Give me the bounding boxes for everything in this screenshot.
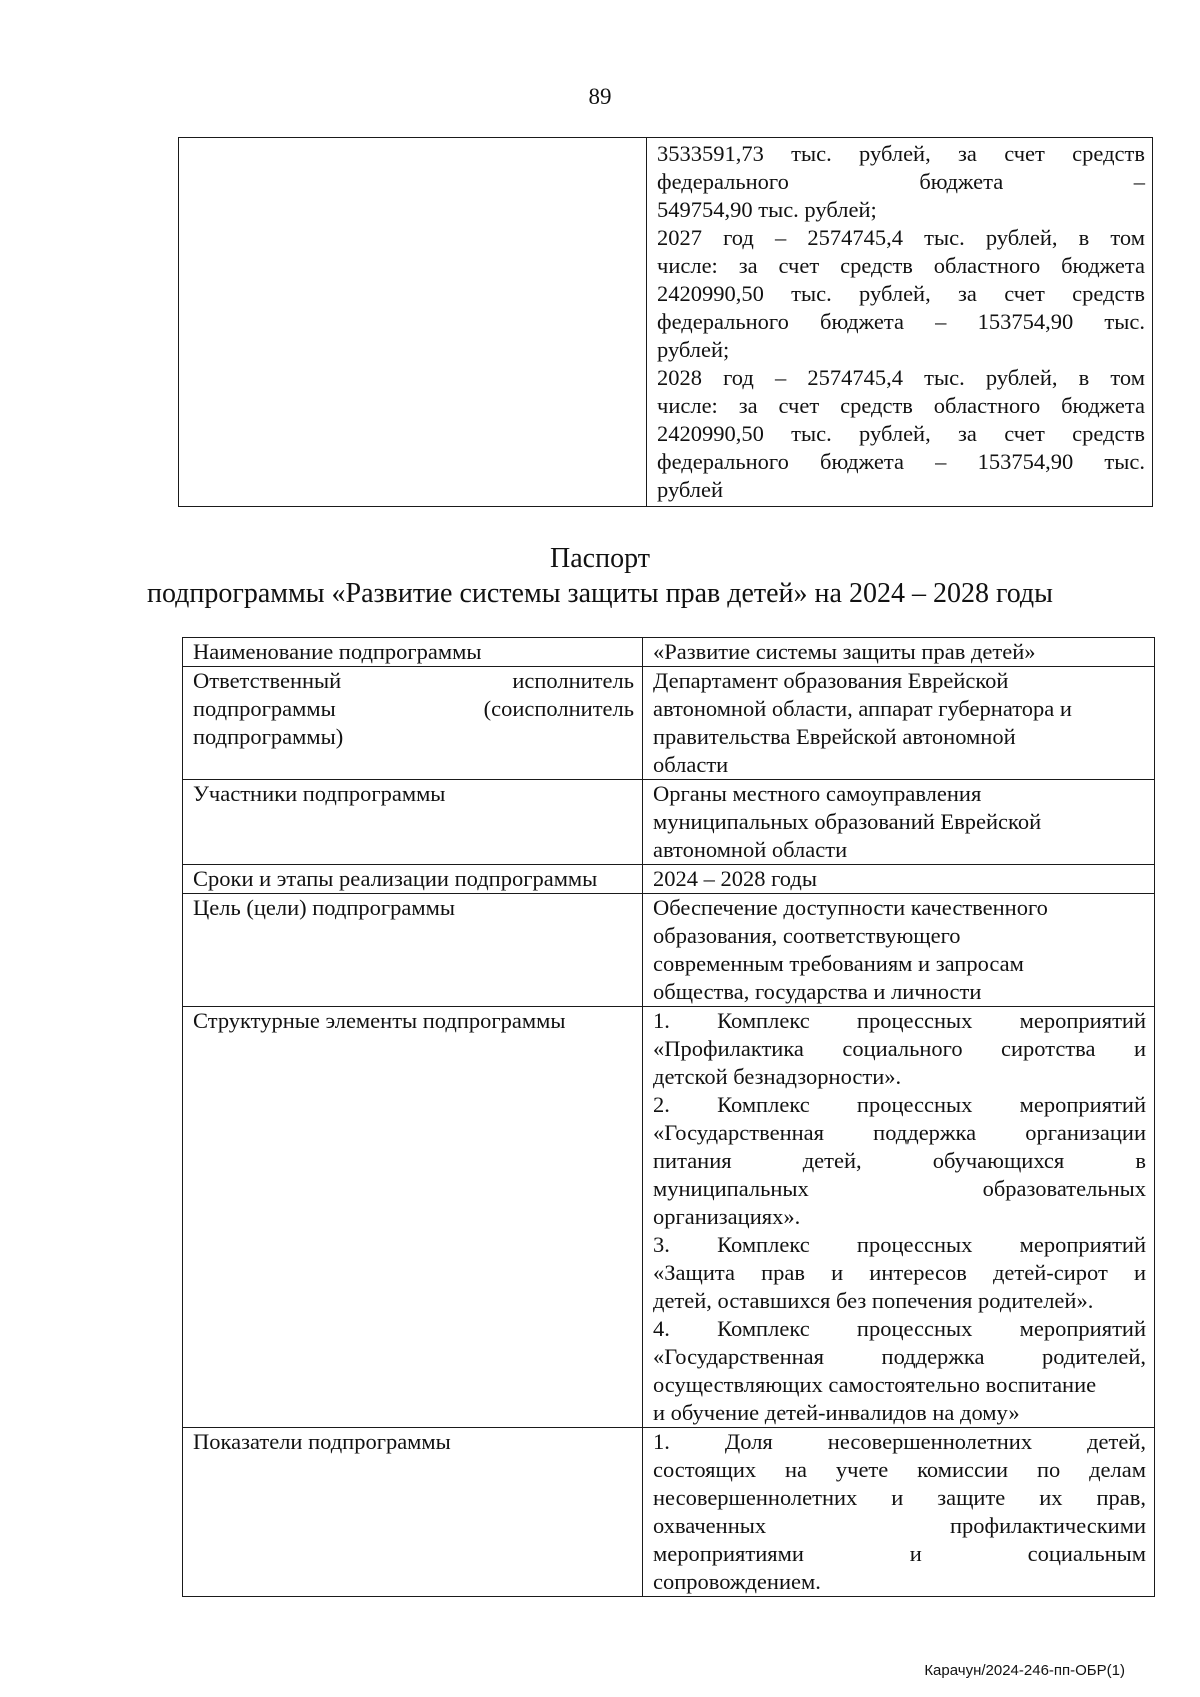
value-line: муниципальных образовательных (653, 1176, 1146, 1201)
row-value-cell (643, 780, 1155, 865)
value-line: Обеспечение доступности качественного (653, 895, 1048, 920)
value-line: 2. Комплекс процессных мероприятий (653, 1092, 1146, 1117)
text-line: 2420990,50 тыс. рублей, за счет средств (657, 281, 1145, 306)
value-line: Департамент образования Еврейской (653, 668, 1009, 693)
passport-subtitle: подпрограммы «Развитие системы защиты прав детей» на 2024 – 2028 годы (146, 578, 1053, 609)
text-line: числе: за счет средств областного бюджета (657, 253, 1145, 278)
document-code: Карачун/2024-246-пп-ОБР(1) (924, 1662, 1125, 1679)
value-line: несовершеннолетних и защите их прав, (653, 1485, 1146, 1510)
row-label-cell (183, 1428, 643, 1597)
value-line: сопровождением. (653, 1569, 821, 1594)
value-line: 2024 – 2028 годы (653, 866, 817, 891)
value-line: 1. Доля несовершеннолетних детей, (653, 1429, 1146, 1454)
row-label-cell (183, 780, 643, 865)
passport-title: Паспорт (550, 543, 650, 574)
value-line: области (653, 752, 729, 777)
text-line: федерального бюджета – 153754,90 тыс. (657, 309, 1145, 334)
label-line: подпрограммы) (193, 724, 344, 749)
funding-text-cell (647, 138, 1153, 507)
value-line: «Государственная поддержка родителей, (653, 1344, 1146, 1369)
row-value-cell (643, 865, 1155, 894)
label-line: Наименование подпрограммы (193, 639, 482, 664)
table-row (183, 638, 1155, 667)
row-value-cell (643, 1007, 1155, 1428)
table-row (183, 780, 1155, 865)
value-line: современным требованиям и запросам (653, 951, 1024, 976)
page-number: 89 (588, 84, 612, 109)
value-line: автономной области, аппарат губернатора и (653, 696, 1072, 721)
row-label-cell (183, 865, 643, 894)
text-line: числе: за счет средств областного бюджета (657, 393, 1145, 418)
value-line: питания детей, обучающихся в (653, 1148, 1146, 1173)
label-line: Показатели подпрограммы (193, 1429, 451, 1454)
value-line: «Защита прав и интересов детей-сирот и (653, 1260, 1146, 1285)
text-line: рублей (657, 477, 724, 502)
value-line: охваченных профилактическими (653, 1513, 1146, 1538)
value-line: Органы местного самоуправления (653, 781, 982, 806)
row-value-cell (643, 667, 1155, 780)
value-line: состоящих на учете комиссии по делам (653, 1457, 1146, 1482)
value-line: организациях». (653, 1204, 801, 1229)
label-line: подпрограммы (соисполнитель (193, 696, 634, 721)
row-label-cell (183, 894, 643, 1007)
row-label-cell (183, 638, 643, 667)
value-line: муниципальных образований Еврейской (653, 809, 1042, 834)
table-row (183, 1428, 1155, 1597)
empty-label-cell (179, 138, 647, 507)
table-row (183, 894, 1155, 1007)
value-line: детей, оставшихся без попечения родителей». (653, 1288, 1094, 1313)
value-line: 3. Комплекс процессных мероприятий (653, 1232, 1146, 1257)
value-line: общества, государства и личности (653, 979, 982, 1004)
value-line: детской безнадзорности». (653, 1064, 902, 1089)
table-row (183, 1007, 1155, 1428)
row-label-cell (183, 1007, 643, 1428)
value-line: правительства Еврейской автономной (653, 724, 1016, 749)
label-line: Участники подпрограммы (193, 781, 446, 806)
value-line: «Государственная поддержка организации (653, 1120, 1146, 1145)
table-row (179, 138, 1153, 507)
row-label-cell (183, 667, 643, 780)
passport-table (182, 637, 1155, 1597)
row-value-cell (643, 1428, 1155, 1597)
table-row (183, 865, 1155, 894)
value-line: «Развитие системы защиты прав детей» (653, 639, 1036, 664)
text-line: 549754,90 тыс. рублей; (657, 197, 877, 222)
row-value-cell (643, 894, 1155, 1007)
text-line: 3533591,73 тыс. рублей, за счет средств (657, 141, 1145, 166)
text-line: 2420990,50 тыс. рублей, за счет средств (657, 421, 1145, 446)
value-line: осуществляющих самостоятельно воспитание (653, 1372, 1097, 1397)
table-row (183, 667, 1155, 780)
text-line: 2027 год – 2574745,4 тыс. рублей, в том (657, 225, 1145, 250)
value-line: 4. Комплекс процессных мероприятий (653, 1316, 1146, 1341)
label-line: Сроки и этапы реализации подпрограммы (193, 866, 598, 891)
value-line: «Профилактика социального сиротства и (653, 1036, 1146, 1061)
text-line: рублей; (657, 337, 730, 362)
label-line: Ответственный исполнитель (193, 668, 634, 693)
label-line: Структурные элементы подпрограммы (193, 1008, 566, 1033)
text-line: федерального бюджета – 153754,90 тыс. (657, 449, 1145, 474)
continued-table (178, 137, 1153, 507)
value-line: и обучение детей-инвалидов на дому» (653, 1400, 1020, 1425)
label-line: Цель (цели) подпрограммы (193, 895, 455, 920)
value-line: автономной области (653, 837, 848, 862)
row-value-cell (643, 638, 1155, 667)
value-line: образования, соответствующего (653, 923, 961, 948)
value-line: 1. Комплекс процессных мероприятий (653, 1008, 1146, 1033)
text-line: 2028 год – 2574745,4 тыс. рублей, в том (657, 365, 1145, 390)
value-line: мероприятиями и социальным (653, 1541, 1146, 1566)
text-line: федерального бюджета – (657, 169, 1145, 194)
